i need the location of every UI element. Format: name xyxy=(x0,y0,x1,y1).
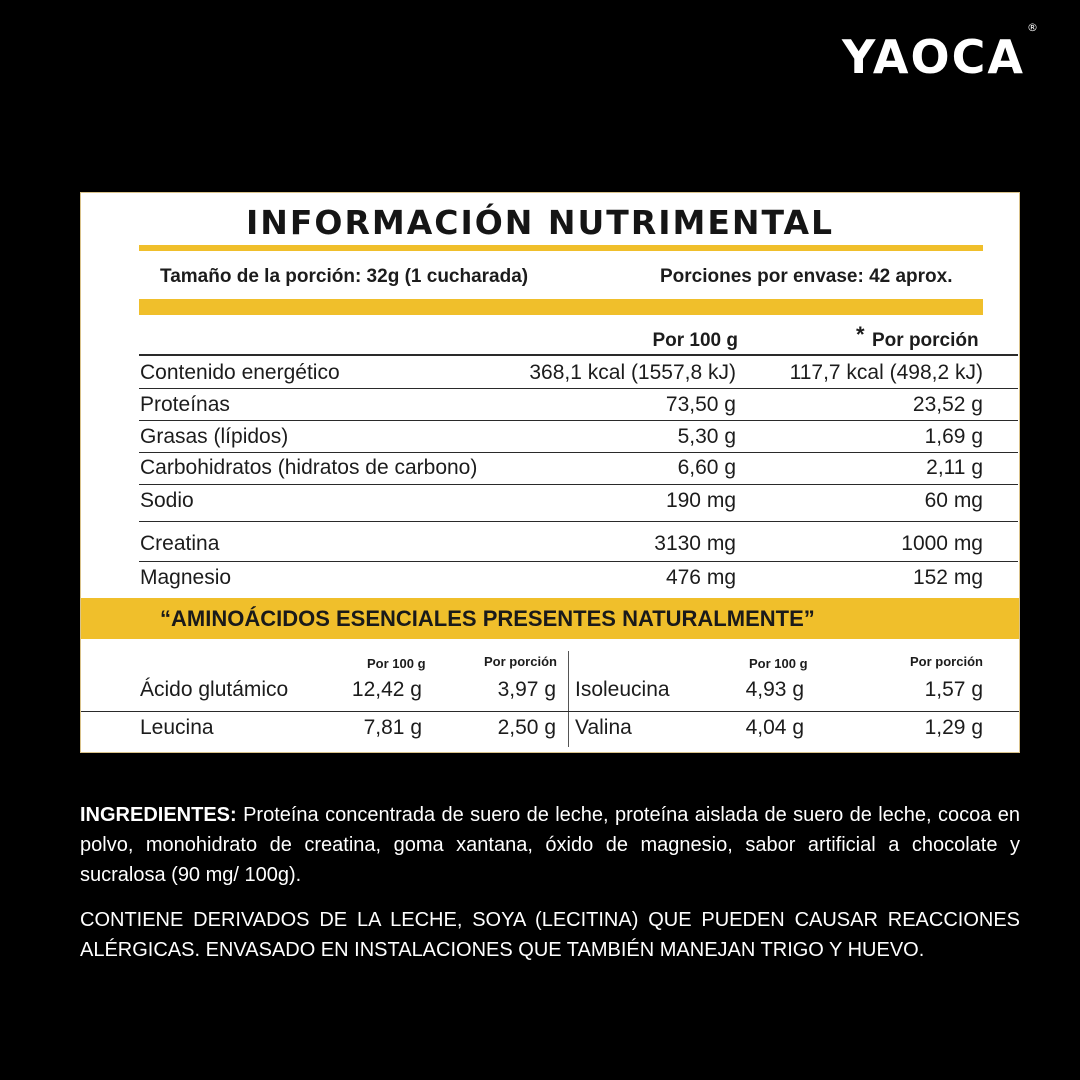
amino-name: Ácido glutámico xyxy=(140,678,289,701)
amino-name: Valina xyxy=(575,716,632,739)
nutrient-per100: 368,1 kcal (1557,8 kJ) xyxy=(529,361,736,384)
table-row-divider xyxy=(139,452,1018,453)
amino-per-serving: 3,97 g xyxy=(497,678,556,701)
amino-name: Isoleucina xyxy=(575,678,670,701)
amino-per100: 7,81 g xyxy=(363,716,422,739)
amino-per-serving: 2,50 g xyxy=(497,716,556,739)
nutrient-per-serving: 1,69 g xyxy=(924,425,983,448)
servings-per-container: Porciones por envase: 42 aprox. xyxy=(660,266,953,287)
nutrient-per100: 476 mg xyxy=(665,566,736,589)
nutrient-per100: 6,60 g xyxy=(677,456,736,479)
table-row-divider xyxy=(139,561,1018,562)
amino-divider xyxy=(568,651,569,747)
col-header-serving: Por porción xyxy=(872,330,979,351)
amino-per100: 4,93 g xyxy=(745,678,804,701)
amino-right-col-serving: Por porción xyxy=(910,654,983,669)
table-row-divider xyxy=(139,521,1018,522)
nutrient-name: Grasas (lípidos) xyxy=(140,425,289,448)
table-row-divider xyxy=(139,420,1018,421)
amino-per100: 4,04 g xyxy=(745,716,804,739)
serving-size: Tamaño de la porción: 32g (1 cucharada) xyxy=(160,266,529,287)
nutrient-per100: 5,30 g xyxy=(677,425,736,448)
nutrient-per-serving: 152 mg xyxy=(912,566,983,589)
nutrient-per100: 3130 mg xyxy=(654,532,736,555)
ingredients-text: Proteína concentrada de suero de leche, proteína aislada de suero de leche, cocoa en polvo, monohidrato de creatina, goma xantana, óxido de magnesio, sabor artificial a chocolate y sucralosa (90 mg/ 100g). xyxy=(80,804,1020,886)
amino-per-serving: 1,57 g xyxy=(924,678,983,701)
nutrient-name: Creatina xyxy=(140,532,220,555)
table-row-divider xyxy=(139,354,1018,356)
title-underline-bar xyxy=(139,245,983,251)
nutrient-name: Carbohidratos (hidratos de carbono) xyxy=(140,456,478,479)
ingredients-block xyxy=(80,800,1020,890)
nutrient-per100: 190 mg xyxy=(665,489,736,512)
nutrient-per100: 73,50 g xyxy=(665,393,736,416)
table-row-divider xyxy=(139,484,1018,485)
nutrient-name: Sodio xyxy=(140,489,194,512)
registered-mark: ® xyxy=(1027,20,1040,34)
nutrient-per-serving: 60 mg xyxy=(924,489,983,512)
brand-logo xyxy=(842,20,1040,84)
allergy-warning: CONTIENE DERIVADOS DE LA LECHE, SOYA (LECITINA) QUE PUEDEN CAUSAR REACCIONES ALÉRGICAS. ENVASADO EN INSTALACIONES QUE TAMBIÉN MANEJAN TRIGO Y HUEVO. xyxy=(80,909,1020,961)
col-header-per100: Por 100 g xyxy=(652,330,738,351)
serving-info-bar xyxy=(139,299,983,315)
nutrient-name: Contenido energético xyxy=(140,361,340,384)
amino-left-col-per100: Por 100 g xyxy=(367,656,426,671)
nutrient-per-serving: 1000 mg xyxy=(901,532,983,555)
panel-title: INFORMACIÓN NUTRIMENTAL xyxy=(245,203,835,242)
col-header-serving-asterisk: * xyxy=(856,322,865,347)
ingredients-heading: INGREDIENTES: xyxy=(80,804,237,826)
amino-per-serving: 1,29 g xyxy=(924,716,983,739)
amino-right-col-per100: Por 100 g xyxy=(749,656,808,671)
amino-row-divider xyxy=(81,711,1019,712)
amino-name: Leucina xyxy=(140,716,214,739)
nutrient-per-serving: 2,11 g xyxy=(926,456,983,479)
nutrient-per-serving: 23,52 g xyxy=(912,393,983,416)
amino-left-col-serving: Por porción xyxy=(484,654,557,669)
brand-name: YAOCA xyxy=(842,30,1025,84)
nutrient-name: Magnesio xyxy=(140,566,232,589)
amino-per100: 12,42 g xyxy=(351,678,422,701)
nutrient-name: Proteínas xyxy=(140,393,230,416)
nutrient-per-serving: 117,7 kcal (498,2 kJ) xyxy=(789,361,983,384)
amino-title: “AMINOÁCIDOS ESENCIALES PRESENTES NATURALMENTE” xyxy=(160,606,815,631)
table-row-divider xyxy=(139,388,1018,389)
